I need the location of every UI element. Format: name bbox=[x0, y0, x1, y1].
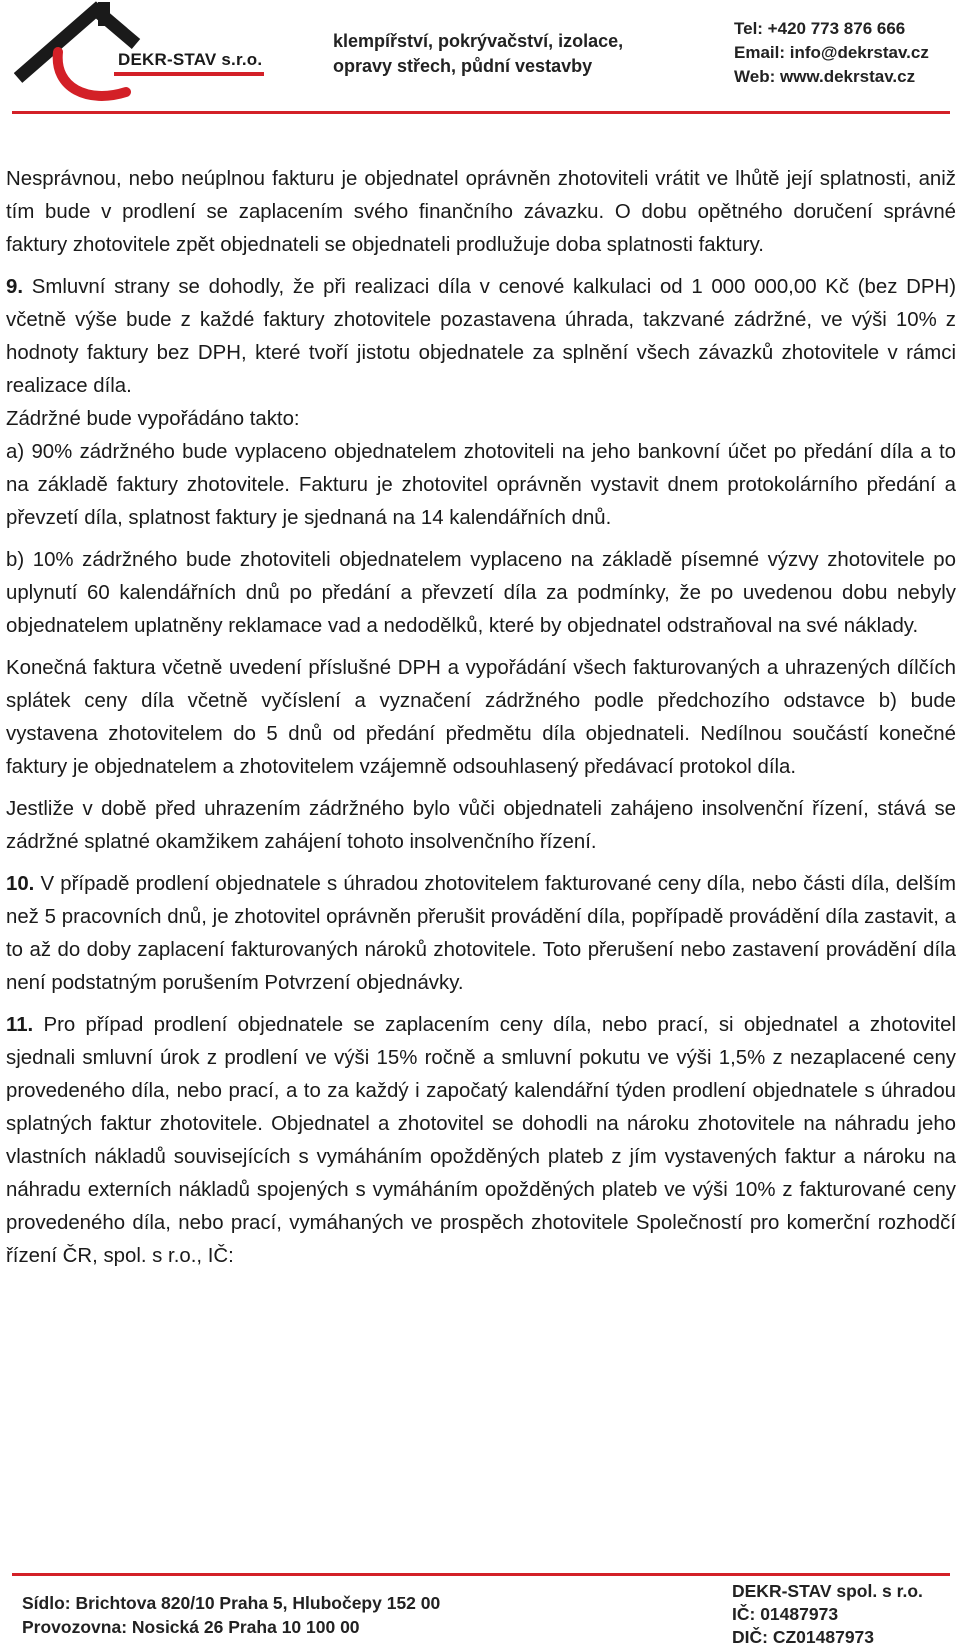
paragraph-final-invoice: Konečná faktura včetně uvedení příslušné DPH a vypořádání všech fakturovaných a uhrazených dílčích splátek ceny díla včetně vyčíslení a vyznačení zádržného podle předchozího odstavce b) bude vystavena zhotovitelem do 5 dnů od předání předmětu díla objednateli. Nedílnou součástí konečné faktury je objednatelem a zhotovitelem vzájemně odsouhlasený předávací protokol díla. bbox=[6, 657, 956, 778]
section-number: 11. bbox=[6, 1014, 34, 1036]
section-9 bbox=[6, 271, 956, 403]
footer-dic: DIČ: CZ01487973 bbox=[732, 1627, 875, 1647]
contact-phone: Tel: +420 773 876 666 bbox=[734, 19, 906, 38]
footer-ic: IČ: 01487973 bbox=[732, 1604, 839, 1624]
section-9-item-b: b) 10% zádržného bude zhotoviteli objednatelem vyplaceno na základě písemné výzvy zhotovitele po uplynutí 60 kalendářních dnů po předání a převzetí díla za podmínky, že po uvedenou dobu nebyly objednatelem uplatněny reklamace vad a nedodělků, které by objednatel odstraňoval na své náklady. bbox=[6, 549, 956, 637]
section-10 bbox=[6, 868, 956, 1000]
paragraph-insolvency: Jestliže v době před uhrazením zádržného bylo vůči objednateli zahájeno insolvenční řízení, stává se zádržné splatné okamžikem zahájení tohoto insolvenčního řízení. bbox=[6, 798, 956, 853]
paragraph-intro: Nesprávnou, nebo neúplnou fakturu je objednatel oprávněn zhotoviteli vrátit ve lhůtě její splatnosti, aniž tím bude v prodlení se zaplacením svého finančního závazku. O dobu opětného doručení správné faktury zhotovitele zpět objednateli se objednateli prodlužuje doba splatnosti faktury. bbox=[6, 168, 956, 256]
section-9-item-a: a) 90% zádržného bude vyplaceno objednatelem zhotoviteli na jeho bankovní účet po předání díla a to na základě faktury zhotovitele. Fakturu je zhotovitel oprávněn vystavit dnem protokolárního předání a převzetí díla, splatnost faktury je sjednaná na 14 kalendářních dnů. bbox=[6, 441, 956, 529]
section-number: 9. bbox=[6, 276, 24, 298]
section-number: 10. bbox=[6, 873, 35, 895]
footer-address bbox=[22, 1591, 440, 1639]
section-text: Smluvní strany se dohodly, že při realizaci díla v cenové kalkulaci od 1 000 000,00 Kč (bez DPH) včetně výše bude z každé faktury zhotovitele pozastavena úhrada, takzvané zádržné, ve výši 10% z hodnoty faktury bez DPH, které tvoří jistotu objednatele za splnění všech závazků zhotovitele v rámci realizace díla. bbox=[6, 276, 956, 397]
contact-email: Email: info@dekrstav.cz bbox=[734, 43, 929, 62]
logo-text: DEKR-STAV s.r.o. bbox=[118, 50, 263, 69]
footer-seat: Sídlo: Brichtova 820/10 Praha 5, Hlubočepy 152 00 bbox=[22, 1593, 441, 1613]
tagline-line: klempířství, pokrývačství, izolace, bbox=[333, 31, 624, 51]
contact-web: Web: www.dekrstav.cz bbox=[734, 67, 916, 86]
footer-branch: Provozovna: Nosická 26 Praha 10 100 00 bbox=[22, 1617, 360, 1637]
section-9-retention-heading: Zádržné bude vypořádáno takto: bbox=[6, 408, 300, 430]
document-body bbox=[6, 163, 956, 1273]
tagline-line: opravy střech, půdní vestavby bbox=[333, 56, 593, 76]
footer-divider bbox=[12, 1573, 950, 1576]
footer-company bbox=[732, 1580, 923, 1649]
company-logo bbox=[14, 0, 274, 112]
letterhead bbox=[0, 0, 960, 120]
contact-info bbox=[734, 17, 929, 89]
header-divider bbox=[12, 111, 950, 114]
section-text: Pro případ prodlení objednatele se zaplacením ceny díla, nebo prací, si objednatel a zhotovitel sjednali smluvní úrok z prodlení ve výši 15% ročně a smluvní pokutu ve výši 1,5% z nezaplacené ceny provedeného díla, nebo prací, a to za každý i započatý kalendářní týden prodlení objednatele s úhradou splatných faktur zhotovitele. Objednatel a zhotovitel se dohodli na nároku zhotovitele na náhradu jeho vlastních nákladů souvisejících s vymáháním opožděných plateb z jím vystavených faktur a nároku na náhradu externích nákladů spojených s vymáháním opožděných plateb ve výši 10% z fakturované ceny provedeného díla, nebo prací, vymáhaných ve prospěch zhotovitele Společností pro komerční rozhodčí řízení ČR, spol. s r.o., IČ: bbox=[6, 1014, 956, 1267]
section-11 bbox=[6, 1009, 956, 1273]
footer-company-name: DEKR-STAV spol. s r.o. bbox=[732, 1581, 923, 1601]
company-tagline bbox=[333, 29, 623, 79]
section-text: V případě prodlení objednatele s úhradou zhotovitelem fakturované ceny díla, nebo části díla, delším než 5 pracovních dnů, je zhotovitel oprávněn přerušit provádění díla, popřípadě provádění díla zastavit, a to až do doby zaplacení fakturovaných nároků zhotovitele. Toto přerušení nebo zastavení provádění díla není podstatným porušením Potvrzení objednávky. bbox=[6, 873, 956, 994]
